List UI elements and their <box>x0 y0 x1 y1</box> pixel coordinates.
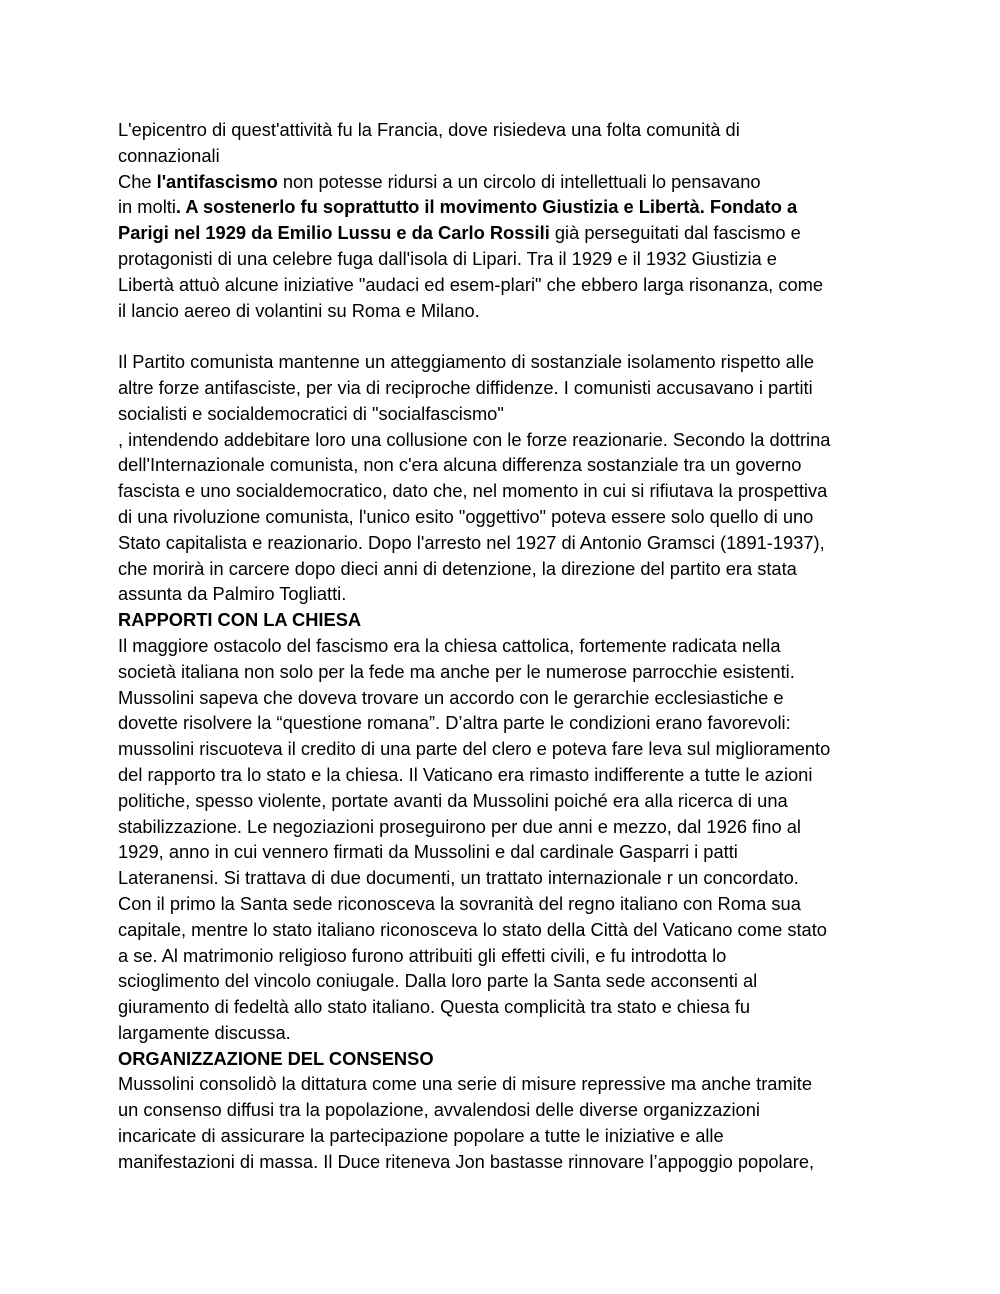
text-line: manifestazioni di massa. Il Duce riteneva Jon bastasse rinnovare l’appoggio popolare, <box>118 1150 815 1172</box>
text-run: in molti <box>118 196 176 218</box>
text-line: mussolini riscuoteva il credito di una parte del clero e poteva fare leva sul miglioramento <box>118 738 831 760</box>
text-run: non potesse ridursi a un circolo di intellettuali lo pensavano <box>277 170 761 192</box>
text-run: Che <box>118 170 157 192</box>
text-line: connazionali <box>118 144 220 166</box>
text-line: largamente discussa. <box>118 1021 291 1043</box>
text-line: Lateranensi. Si trattava di due documenti, un trattato internazionale r un concordato. <box>118 867 799 889</box>
document-body <box>118 117 888 1175</box>
text-line: Stato capitalista e reazionario. Dopo l'arresto nel 1927 di Antonio Gramsci (1891-1937), <box>118 531 825 553</box>
section-heading: RAPPORTI CON LA CHIESA <box>118 609 362 631</box>
paragraph-spacer <box>118 323 888 349</box>
text-line: del rapporto tra lo stato e la chiesa. Il Vaticano era rimasto indifferente a tutte le azioni <box>118 763 813 785</box>
text-line: protagonisti di una celebre fuga dall'isola di Lipari. Tra il 1929 e il 1932 Giustizia e <box>118 247 777 269</box>
text-line: società italiana non solo per la fede ma anche per le numerose parrocchie esistenti. <box>118 660 795 682</box>
text-run: già perseguitati dal fascismo e <box>549 222 801 244</box>
text-line: assunta da Palmiro Togliatti. <box>118 583 347 605</box>
paragraph <box>118 117 888 169</box>
paragraph <box>118 169 888 324</box>
text-line: L'epicentro di quest'attività fu la Francia, dove risiedeva una folta comunità di <box>118 119 740 140</box>
paragraph <box>118 349 888 607</box>
text-line: , intendendo addebitare loro una collusione con le forze reazionarie. Secondo la dottrina <box>118 428 831 450</box>
text-line <box>118 220 888 246</box>
text-line: fascista e uno socialdemocratico, dato che, nel momento in cui si rifiutava la prospettiva <box>118 480 828 502</box>
text-line: dell'Internazionale comunista, non c'era alcuna differenza sostanziale tra un governo <box>118 454 802 476</box>
text-line: incaricate di assicurare la partecipazione popolare a tutte le iniziative e alle <box>118 1125 724 1147</box>
text-line: 1929, anno in cui vennero firmati da Mussolini e dal cardinale Gasparri i patti <box>118 841 738 863</box>
text-line: Il Partito comunista mantenne un atteggiamento di sostanziale isolamento rispetto alle <box>118 351 815 373</box>
bold-text-run: Parigi nel 1929 da Emilio Lussu e da Carlo Rossili <box>118 222 550 244</box>
text-line: Mussolini consolidò la dittatura come una serie di misure repressive ma anche tramite <box>118 1073 812 1095</box>
text-line: a se. Al matrimonio religioso furono attribuiti gli effetti civili, e fu introdotta lo <box>118 944 727 966</box>
text-line: stabilizzazione. Le negoziazioni proseguirono per due anni e mezzo, dal 1926 fino al <box>118 815 801 837</box>
bold-text-run: . A sostenerlo fu soprattutto il movimento Giustizia e Libertà. Fondato a <box>175 196 798 218</box>
text-line: il lancio aereo di volantini su Roma e Milano. <box>118 299 480 321</box>
bold-text-run: l'antifascismo <box>156 170 278 192</box>
text-line: socialisti e socialdemocratici di "socialfascismo" <box>118 402 504 424</box>
text-line: dovette risolvere la “questione romana”. D’altra parte le condizioni erano favorevoli: <box>118 712 791 734</box>
text-line: giuramento di fedeltà allo stato italiano. Questa complicità tra stato e chiesa fu <box>118 996 751 1018</box>
text-line: politiche, spesso violente, portate avanti da Mussolini poiché era alla ricerca di una <box>118 789 788 811</box>
text-line: di una rivoluzione comunista, l'unico esito "oggettivo" poteva essere solo quello di uno <box>118 505 814 527</box>
text-line <box>118 194 888 220</box>
paragraph <box>118 633 888 1046</box>
text-line: capitale, mentre lo stato italiano riconosceva lo stato della Città del Vaticano come stato <box>118 918 827 940</box>
text-line: un consenso diffusi tra la popolazione, avvalendosi delle diverse organizzazioni <box>118 1099 760 1121</box>
text-line: Mussolini sapeva che doveva trovare un accordo con le gerarchie ecclesiastiche e <box>118 686 784 708</box>
text-line <box>118 169 888 195</box>
paragraph <box>118 1071 888 1174</box>
section-heading: ORGANIZZAZIONE DEL CONSENSO <box>118 1047 434 1069</box>
text-line: Il maggiore ostacolo del fascismo era la chiesa cattolica, fortemente radicata nella <box>118 634 781 656</box>
text-line: scioglimento del vincolo coniugale. Dalla loro parte la Santa sede acconsenti al <box>118 970 758 992</box>
text-line: Libertà attuò alcune iniziative "audaci ed esem-plari" che ebbero larga risonanza, come <box>118 273 824 295</box>
text-line: Con il primo la Santa sede riconosceva la sovranità del regno italiano con Roma sua <box>118 892 801 914</box>
text-line: altre forze antifasciste, per via di reciproche diffidenze. I comunisti accusavano i partiti <box>118 376 813 398</box>
text-line: che morirà in carcere dopo dieci anni di detenzione, la direzione del partito era stata <box>118 557 797 579</box>
